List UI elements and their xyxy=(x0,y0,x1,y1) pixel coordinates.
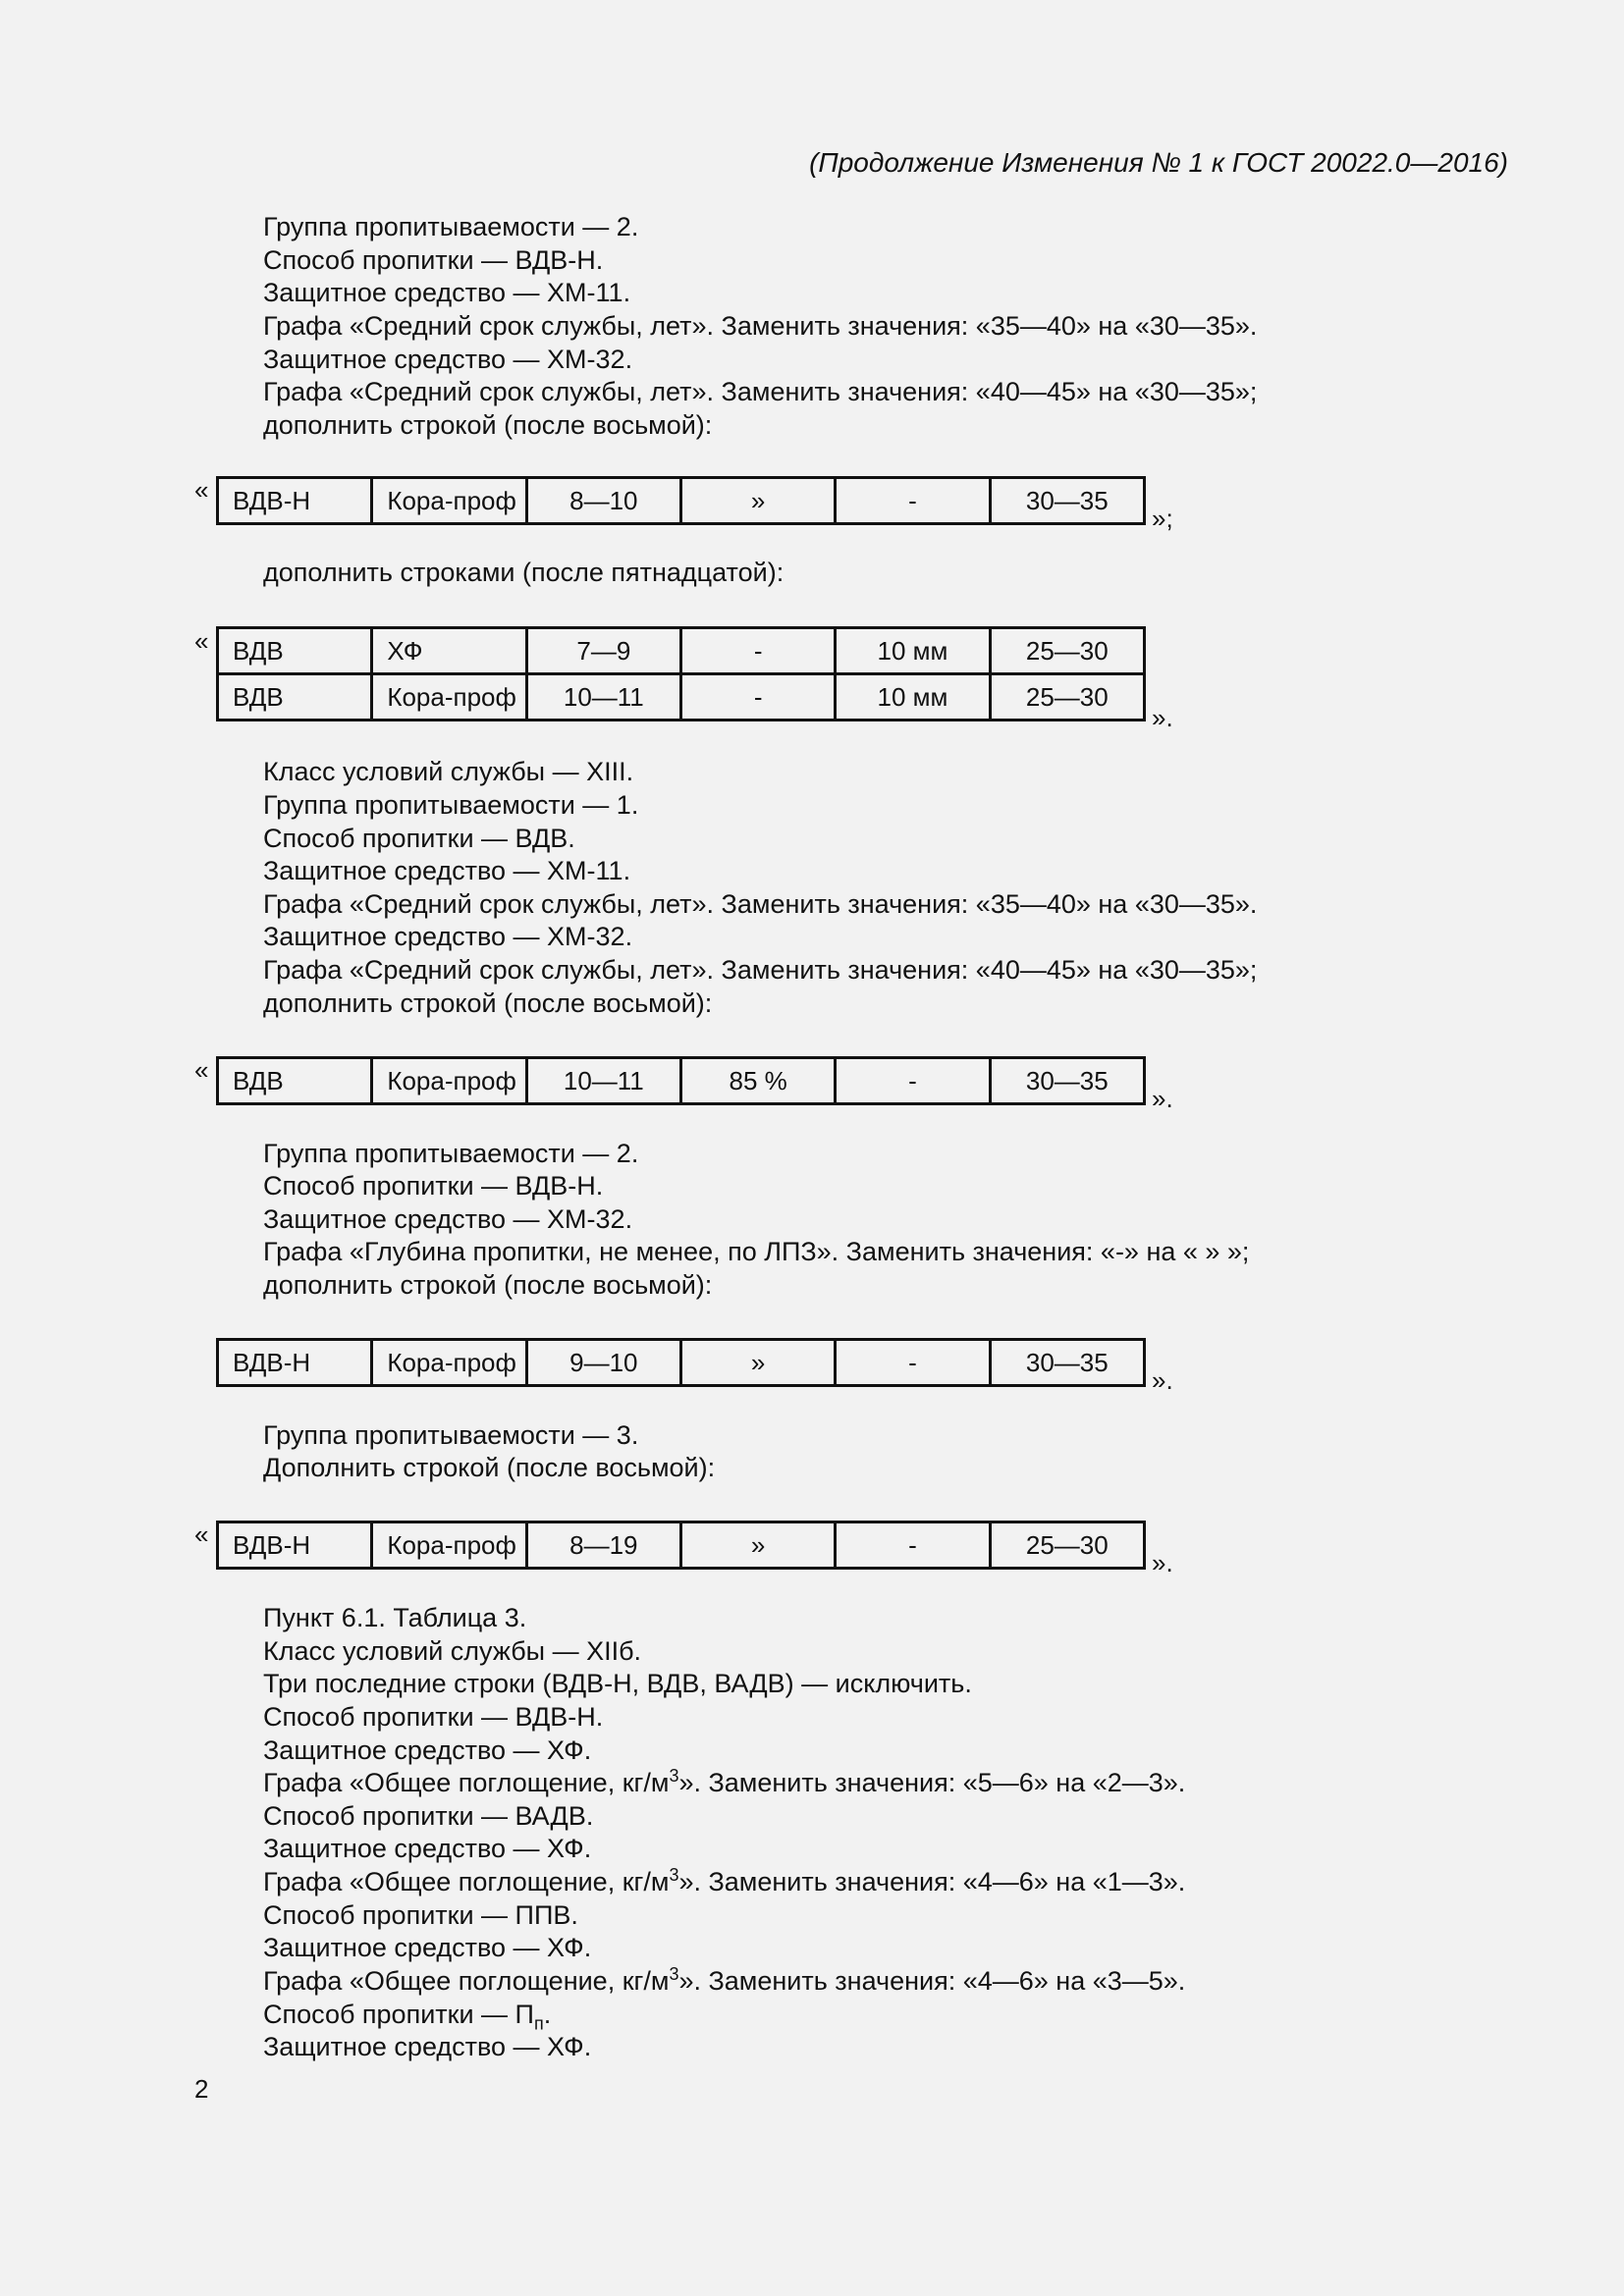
table-cell: ВДВ-Н xyxy=(218,478,372,524)
table-cell: - xyxy=(836,1522,990,1569)
insert-table-1 xyxy=(216,476,1146,525)
table-cell: - xyxy=(680,628,835,674)
text-line: Дополнить строкой (после восьмой): xyxy=(263,1453,716,1482)
table-row xyxy=(218,478,1145,524)
table-row xyxy=(218,1522,1145,1569)
text-line: Способ пропитки — ВДВ. xyxy=(263,824,575,853)
text-line xyxy=(263,1865,1186,1896)
table-cell: 25—30 xyxy=(990,674,1144,721)
text-line xyxy=(263,1766,1186,1797)
text-line: Графа «Средний срок службы, лет». Заменить значения: «35—40» на «30—35». xyxy=(263,889,1258,919)
insert-table-2 xyxy=(216,626,1146,721)
table-cell: 9—10 xyxy=(526,1340,680,1386)
table-cell: 30—35 xyxy=(990,478,1144,524)
table-cell: Кора-проф xyxy=(372,1522,526,1569)
table-cell: 25—30 xyxy=(990,628,1144,674)
table-cell: ВДВ-Н xyxy=(218,1522,372,1569)
table-cell: 10 мм xyxy=(836,674,990,721)
insert-table-3 xyxy=(216,1056,1146,1105)
table-cell: - xyxy=(836,1340,990,1386)
text-line: дополнить строкой (после восьмой): xyxy=(263,1270,713,1300)
table-cell: ХФ xyxy=(372,628,526,674)
text-line: Способ пропитки — ВАДВ. xyxy=(263,1801,594,1831)
table-cell: ВДВ xyxy=(218,674,372,721)
table-cell: ВДВ-Н xyxy=(218,1340,372,1386)
close-quote: ». xyxy=(1152,703,1173,732)
text-line: дополнить строками (после пятнадцатой): xyxy=(263,558,785,587)
text-line: Способ пропитки — ППВ. xyxy=(263,1900,578,1930)
text-line: дополнить строкой (после восьмой): xyxy=(263,988,713,1018)
table-cell: » xyxy=(680,1340,835,1386)
superscript: 3 xyxy=(669,1766,679,1786)
text-fragment: Графа «Общее поглощение, кг/м xyxy=(263,1867,670,1896)
text-line: Три последние строки (ВДВ-Н, ВДВ, ВАДВ) — исключить. xyxy=(263,1669,972,1698)
table-cell: ВДВ xyxy=(218,628,372,674)
close-quote: »; xyxy=(1152,504,1173,533)
table-cell: Кора-проф xyxy=(372,1058,526,1104)
table-cell: - xyxy=(836,1058,990,1104)
open-quote: « xyxy=(194,626,209,656)
text-fragment: ». Заменить значения: «5—6» на «2—3». xyxy=(678,1768,1186,1797)
table-cell: - xyxy=(836,478,990,524)
table-cell: » xyxy=(680,478,835,524)
table-cell: Кора-проф xyxy=(372,674,526,721)
table-cell: Кора-проф xyxy=(372,478,526,524)
text-line: Группа пропитываемости — 3. xyxy=(263,1420,639,1450)
table-cell: 10 мм xyxy=(836,628,990,674)
open-quote: « xyxy=(194,475,209,505)
text-line: Группа пропитываемости — 2. xyxy=(263,212,639,241)
text-line: Способ пропитки — ВДВ-Н. xyxy=(263,245,604,275)
text-line: Класс условий службы — XIIб. xyxy=(263,1636,642,1666)
table-cell: 8—19 xyxy=(526,1522,680,1569)
table-row xyxy=(218,628,1145,674)
text-line: Графа «Средний срок службы, лет». Заменить значения: «35—40» на «30—35». xyxy=(263,311,1258,341)
text-line: Графа «Средний срок службы, лет». Заменить значения: «40—45» на «30—35»; xyxy=(263,377,1258,406)
text-fragment: Графа «Общее поглощение, кг/м xyxy=(263,1768,670,1797)
table-cell: 8—10 xyxy=(526,478,680,524)
subscript: п xyxy=(533,2013,544,2034)
text-fragment: . xyxy=(543,2000,552,2029)
text-line: Способ пропитки — ВДВ-Н. xyxy=(263,1702,604,1732)
superscript: 3 xyxy=(669,1865,679,1885)
close-quote: ». xyxy=(1152,1365,1173,1395)
table-cell: 25—30 xyxy=(990,1522,1144,1569)
text-fragment: ». Заменить значения: «4—6» на «3—5». xyxy=(678,1966,1186,1996)
table-cell: - xyxy=(680,674,835,721)
text-line: дополнить строкой (после восьмой): xyxy=(263,410,713,440)
insert-table-5 xyxy=(216,1521,1146,1570)
page-number: 2 xyxy=(194,2074,209,2104)
table-row xyxy=(218,1340,1145,1386)
text-line: Группа пропитываемости — 1. xyxy=(263,790,639,820)
table-cell: » xyxy=(680,1522,835,1569)
text-line: Защитное средство — ХМ-32. xyxy=(263,922,633,951)
table-cell: 30—35 xyxy=(990,1340,1144,1386)
text-fragment: ». Заменить значения: «4—6» на «1—3». xyxy=(678,1867,1186,1896)
text-line: Защитное средство — ХФ. xyxy=(263,1933,592,1962)
table-cell: 10—11 xyxy=(526,1058,680,1104)
text-line: Защитное средство — ХФ. xyxy=(263,1735,592,1765)
text-line: Класс условий службы — XIII. xyxy=(263,757,634,786)
text-fragment: Способ пропитки — П xyxy=(263,2000,534,2029)
text-line: Способ пропитки — ВДВ-Н. xyxy=(263,1171,604,1201)
table-cell: ВДВ xyxy=(218,1058,372,1104)
open-quote: « xyxy=(194,1055,209,1085)
page-header: (Продолжение Изменения № 1 к ГОСТ 20022.0—2016) xyxy=(809,147,1508,178)
table-cell: 7—9 xyxy=(526,628,680,674)
text-fragment: Графа «Общее поглощение, кг/м xyxy=(263,1966,670,1996)
open-quote: « xyxy=(194,1520,209,1549)
text-line: Защитное средство — ХМ-32. xyxy=(263,1204,633,1234)
text-line: Защитное средство — ХФ. xyxy=(263,2032,592,2061)
table-cell: 30—35 xyxy=(990,1058,1144,1104)
table-cell: 85 % xyxy=(680,1058,835,1104)
insert-table-4 xyxy=(216,1338,1146,1387)
table-cell: Кора-проф xyxy=(372,1340,526,1386)
close-quote: ». xyxy=(1152,1548,1173,1577)
text-line: Графа «Средний срок службы, лет». Заменить значения: «40—45» на «30—35»; xyxy=(263,955,1258,985)
text-line: Защитное средство — ХМ-11. xyxy=(263,278,631,307)
text-line: Графа «Глубина пропитки, не менее, по ЛПЗ». Заменить значения: «-» на « » »; xyxy=(263,1237,1250,1266)
table-row xyxy=(218,674,1145,721)
table-row xyxy=(218,1058,1145,1104)
text-line: Защитное средство — ХМ-32. xyxy=(263,345,633,374)
text-line: Защитное средство — ХМ-11. xyxy=(263,856,631,885)
text-line xyxy=(263,2000,552,2034)
superscript: 3 xyxy=(669,1964,679,1984)
text-line: Пункт 6.1. Таблица 3. xyxy=(263,1603,527,1632)
table-cell: 10—11 xyxy=(526,674,680,721)
text-line xyxy=(263,1964,1186,1996)
text-line: Защитное средство — ХФ. xyxy=(263,1834,592,1863)
close-quote: ». xyxy=(1152,1084,1173,1113)
text-line: Группа пропитываемости — 2. xyxy=(263,1139,639,1168)
